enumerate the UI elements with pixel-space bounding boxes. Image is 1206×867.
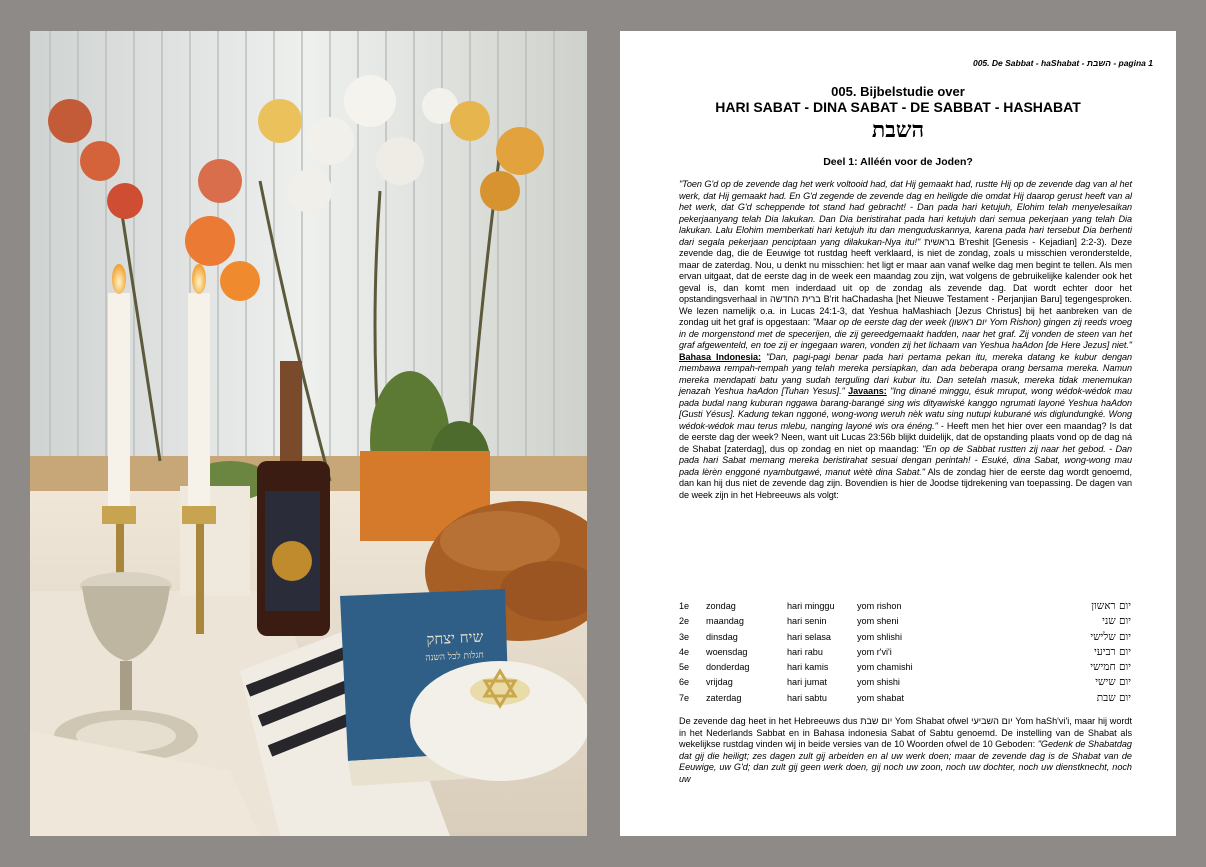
day-hebrew: יום שלישי xyxy=(1090,630,1131,643)
weekday-row xyxy=(679,693,1139,708)
bahasa-label: Bahasa Indonesia: xyxy=(679,351,762,362)
body-paragraph xyxy=(679,179,1132,501)
document-page xyxy=(620,31,1176,836)
closing-paragraph xyxy=(679,716,1132,785)
day-indonesian: hari minggu xyxy=(787,601,835,611)
page-header: 005. De Sabbat - haShabat - השבת - pagina 1 xyxy=(972,58,1153,68)
day-transliteration: yom chamishi xyxy=(857,662,913,673)
day-number: 2e xyxy=(679,616,690,627)
day-indonesian: hari senin xyxy=(787,616,827,627)
weekday-row xyxy=(679,662,1139,677)
day-hebrew: יום רביעי xyxy=(1094,645,1131,658)
day-transliteration: yom shishi xyxy=(857,677,900,688)
day-hebrew: יום שבת xyxy=(1096,691,1131,704)
day-number: 1e xyxy=(679,601,690,611)
luke-quote: "Maar op de eerste dag der week (יום ראשון Yom Rishon) gingen zij reeds vroeg in de morgenstond met de specerijen, die zij gereedgemaakt hadden, naar het graf. Zij vonden de steen van het graf afgewenteld, en toe zij er ingegaan waren, vonden zij het lichaam van Yeshua haAdon [de Here Jezus] niet." xyxy=(679,317,1133,351)
day-hebrew: יום שישי xyxy=(1095,676,1131,689)
day-number: 6e xyxy=(679,677,690,688)
commandment-quote: "Gedenk de Shabatdag dat gij die heiligt; zes dagen zult gij arbeiden en al uw werk doen; maar de zevende dag is de Shabat van de Eeuwige, uw G'd; dan zult gij geen werk doen, gij noch uw zoon, noch uw dochter, noch uw dienstknecht, noch uw xyxy=(679,739,1132,784)
day-number: 5e xyxy=(679,662,690,673)
body-text-2: - Heeft men het hier over een maandag? Is dat de eerste dag der week? Neen, want uit Lucas 23:56b blijkt duidelijk, dat de opstanding plaats vond op de dag ná de Shabat [zaterdag], dus op zondag en niet op maandag: xyxy=(679,420,1132,454)
day-dutch: zaterdag xyxy=(706,692,742,703)
genesis-quote: "Toen G'd op de zevende dag het werk voltooid had, dat Hij gemaakt had, rustte Hij op de zevende dag van al het werk, dat Hij gemaakt had. En G'd zegende de zevende dag en heiligde die omdat Hij daarop gerust heeft van al het werk, dat G'd scheppende tot stand had gebracht! - Dan pada hari ketujuh, Elohim telah menyelesaikan pekerjaanyang telah Dia lakukan. Dan Dia beristirahat pada hari ketujuh dari semua pekerjaan yang telah Dia lakukan. Lalu Elohim memberkati hari ketujuh itu dan menguduskannya, karena pada hari tersebut Dia berhenti dari segala pekerjaan penciptaan yang dilakukan-Nya itu!" xyxy=(679,179,1132,247)
weekday-row xyxy=(679,647,1139,662)
shabbat-table-photo xyxy=(30,31,587,836)
javaans-label: Javaans: xyxy=(848,386,887,397)
section-title: Deel 1: Alléén voor de Joden? xyxy=(823,156,973,168)
sabbath-quote: "En op de Sabbat rustten zij naar het gebod. - Dan pada hari Sabat memang mereka beristirahat sesuai dengan perintah! - Esuké, dina Sabat, wong-wong mau pada lèrèn enggoné nyambutgawé, manut wètè dina Sabat." xyxy=(679,443,1132,477)
javaans-quote: "Ing dinané minggu, ésuk mruput, wong wédok-wédok mau pada budal nang kuburan nggawa barang-barangé sing wis dityawiské kanggo ngrumati layoné Yeshua haAdon [Gusti Yésus]. Kadung tekan nggoné, wong-wong weruh nèk watu sing nutupi kuburané wis diglundungké. Wong wédok-wédok mau terus mlebu, nanging layoné wis ora énéng." xyxy=(679,386,1132,431)
book-cover-subtitle: חגלות לכל השנה xyxy=(425,650,485,664)
day-dutch: donderdag xyxy=(706,662,750,673)
bahasa-quote: "Dan, pagi-pagi benar pada hari pertama pekan itu, mereka datang ke kubur dengan membawa rempah-rempah yang telah mereka persiapkan, dan ada beberapa orang bersama mereka. Namun mereka mendapati batu yang sudah terguling dari kubur itu. Dan setelah masuk, mereka tidak menemukan jenazah Yeshua haAdon [Tuhan Yesus]." xyxy=(679,351,1132,397)
study-title: 005. Bijbelstudie over xyxy=(831,84,965,99)
day-number: 3e xyxy=(679,631,690,642)
day-hebrew: יום ראשון xyxy=(1091,600,1131,612)
hebrew-title: השבת xyxy=(871,117,925,143)
day-dutch: zondag xyxy=(706,601,736,611)
weekday-row xyxy=(679,677,1139,692)
day-hebrew: יום חמישי xyxy=(1090,661,1131,674)
weekday-row xyxy=(679,601,1139,616)
day-indonesian: hari selasa xyxy=(787,631,831,642)
day-indonesian: hari rabu xyxy=(787,646,823,657)
day-transliteration: yom shabat xyxy=(857,692,905,703)
day-number: 4e xyxy=(679,646,690,657)
day-transliteration: yom shlishi xyxy=(857,631,902,642)
body-text-3: Als de zondag hier de eerste dag wordt genoemd, dan kan hij dus niet de zevende dag zijn. Bovendien is hier de Joodse tijdrekening van toepassing. De dagen van de week zijn in het Hebreeuws als volgt: xyxy=(679,466,1132,500)
study-subtitle: HARI SABAT - DINA SABAT - DE SABBAT - HASHABAT xyxy=(715,99,1081,115)
photo-illustration xyxy=(30,31,587,836)
day-dutch: vrijdag xyxy=(706,677,733,688)
body-text-1: בראשית B'reshit [Genesis - Kejadian] 2:2-3). Deze zevende dag, die de Eeuwige tot rustdag heeft verklaard, is niet de zondag, zoals u misschien veronderstelde, maar de zaterdag. Nou, u denkt nu misschien: het ligt er maar aan vanaf welke dag men begint te tellen. Als men ervan uitgaat, dat de eerste dag in de week een maandag zou zijn, wat volgens de gebruikelijke kalender ook het geval is, dan komt men inderdaad uit op de zondag als zevende dag. Dat wordt echter door het opstandingsverhaal in ברית החדשה B'rit haChadasha [het Nieuwe Testament - Perjanjian Baru] tegengesproken. We lezen namelijk o.a. in Lucas 24:1-3, dat Yeshua haMashiach [Jezus Christus] bij het aanbreken van de zondag uit het graf is opgestaan: xyxy=(679,236,1132,328)
day-hebrew: יום שני xyxy=(1102,615,1131,628)
day-indonesian: hari kamis xyxy=(787,662,829,673)
day-dutch: maandag xyxy=(706,616,744,627)
day-transliteration: yom rishon xyxy=(857,601,902,611)
weekday-row xyxy=(679,632,1139,647)
book-cover-title: שיח יצחק xyxy=(425,627,484,649)
day-dutch: dinsdag xyxy=(706,631,738,642)
day-dutch: woensdag xyxy=(706,646,748,657)
weekday-table xyxy=(679,601,1139,708)
weekday-row xyxy=(679,616,1139,631)
day-transliteration: yom r'vi'i xyxy=(857,646,892,657)
closing-text: De zevende dag heet in het Hebreeuws dus יום שבת Yom Shabat ofwel יום השביעי Yom haSh'vi'i, maar hij wordt in het Nederlands Sabbat en in Bahasa indonesia Sabat of Sabtu genoemd. De instelling van de Shabat als wekelijkse rustdag vinden wij in beide versies van de 10 Woorden ofwel de 10 Geboden: xyxy=(679,716,1133,750)
day-indonesian: hari sabtu xyxy=(787,692,827,703)
day-transliteration: yom sheni xyxy=(857,616,899,627)
day-number: 7e xyxy=(679,692,690,703)
day-indonesian: hari jumat xyxy=(787,677,827,688)
